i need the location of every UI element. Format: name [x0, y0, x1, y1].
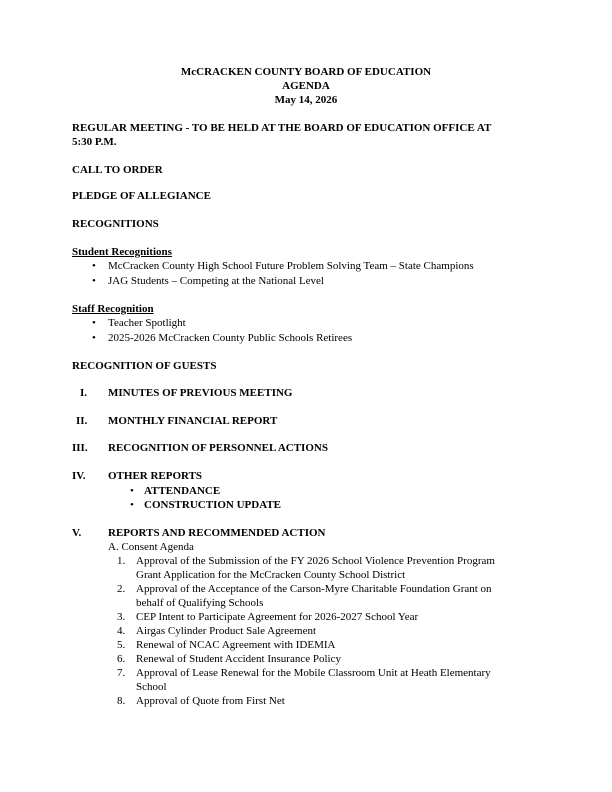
list-item: JAG Students – Competing at the National Level: [108, 275, 324, 287]
list-item: McCracken County High School Future Problem Solving Team – State Champions: [108, 260, 474, 272]
section-title: OTHER REPORTS: [108, 470, 203, 482]
bullet-icon: [92, 275, 96, 289]
bullet-icon: [130, 485, 134, 499]
list-item: CONSTRUCTION UPDATE: [144, 499, 282, 511]
consent-agenda-label: A. Consent Agenda: [108, 541, 194, 553]
list-item-continued: Grant Application for the McCracken County School District: [136, 569, 406, 581]
section-title: MONTHLY FINANCIAL REPORT: [108, 415, 278, 427]
section-number: IV.: [72, 470, 86, 482]
item-number: 8.: [117, 695, 126, 707]
bullet-icon: [92, 332, 96, 346]
list-item-continued: behalf of Qualifying Schools: [136, 597, 264, 609]
doc-title: AGENDA: [282, 80, 330, 92]
list-item: Teacher Spotlight: [108, 317, 186, 329]
section-number: II.: [76, 415, 88, 427]
list-item: Approval of the Acceptance of the Carson-Myre Charitable Foundation Grant on: [136, 583, 492, 595]
bullet-icon: [130, 499, 134, 513]
item-number: 3.: [117, 611, 126, 623]
recognition-of-guests: RECOGNITION OF GUESTS: [72, 360, 217, 372]
section-number: III.: [72, 442, 88, 454]
list-item: ATTENDANCE: [144, 485, 221, 497]
list-item: 2025-2026 McCracken County Public Schools Retirees: [108, 332, 353, 344]
section-title: RECOGNITION OF PERSONNEL ACTIONS: [108, 442, 328, 454]
list-item: Renewal of NCAC Agreement with IDEMIA: [136, 639, 336, 651]
item-number: 4.: [117, 625, 126, 637]
meeting-date: May 14, 2026: [274, 94, 338, 106]
section-number: V.: [72, 527, 82, 539]
pledge-of-allegiance: PLEDGE OF ALLEGIANCE: [72, 190, 211, 202]
list-item: Renewal of Student Accident Insurance Policy: [136, 653, 341, 665]
section-title: REPORTS AND RECOMMENDED ACTION: [108, 527, 326, 539]
student-recognitions-title: Student Recognitions: [72, 246, 172, 258]
section-number: I.: [80, 387, 88, 399]
staff-recognition-title: Staff Recognition: [72, 303, 154, 315]
recognitions-heading: RECOGNITIONS: [72, 218, 159, 230]
section-title: MINUTES OF PREVIOUS MEETING: [108, 387, 293, 399]
meeting-line-2: 5:30 P.M.: [72, 136, 117, 148]
list-item: CEP Intent to Participate Agreement for 2026-2027 School Year: [136, 611, 419, 623]
call-to-order: CALL TO ORDER: [72, 164, 163, 176]
list-item-continued: School: [136, 681, 167, 693]
org-title: McCRACKEN COUNTY BOARD OF EDUCATION: [180, 66, 432, 78]
meeting-line-1: REGULAR MEETING - TO BE HELD AT THE BOARD OF EDUCATION OFFICE AT: [72, 122, 492, 134]
list-item: Approval of Lease Renewal for the Mobile Classroom Unit at Heath Elementary: [136, 667, 491, 679]
list-item: Airgas Cylinder Product Sale Agreement: [136, 625, 317, 637]
list-item: Approval of Quote from First Net: [136, 695, 285, 707]
item-number: 1.: [117, 555, 126, 567]
item-number: 2.: [117, 583, 126, 595]
item-number: 5.: [117, 639, 126, 651]
item-number: 7.: [117, 667, 126, 679]
item-number: 6.: [117, 653, 126, 665]
bullet-icon: [92, 317, 96, 331]
bullet-icon: [92, 260, 96, 274]
list-item: Approval of the Submission of the FY 2026 School Violence Prevention Program: [136, 555, 495, 567]
